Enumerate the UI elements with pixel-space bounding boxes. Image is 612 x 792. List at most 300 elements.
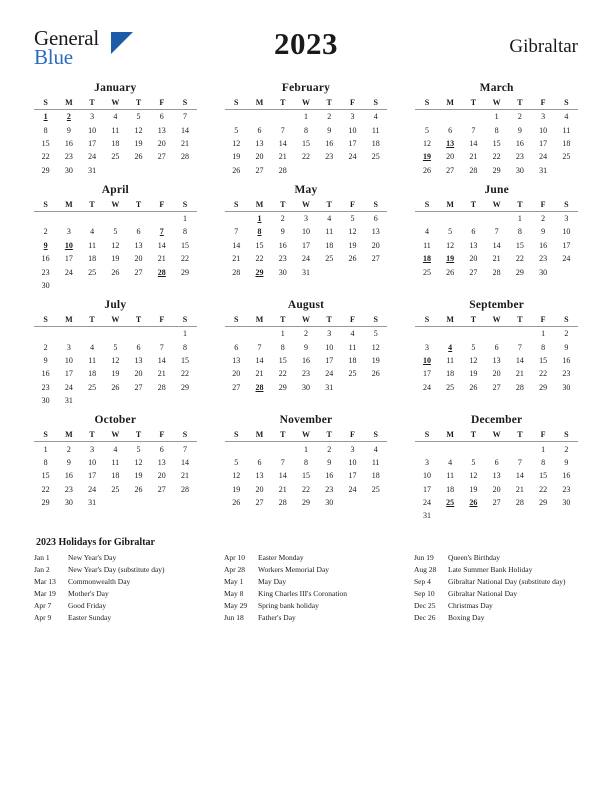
day-cell: 25 xyxy=(371,484,380,494)
weekday-header: T xyxy=(318,429,341,442)
day-cell: 1 xyxy=(280,329,285,339)
month-table xyxy=(415,314,578,394)
month-november xyxy=(225,414,388,522)
empty-day-cell xyxy=(485,327,508,341)
day-cell: 29 xyxy=(492,165,501,175)
day-cell: 26 xyxy=(111,267,120,277)
day-cell: 22 xyxy=(492,152,501,162)
day-cell: 23 xyxy=(64,152,73,162)
day-cell: 24 xyxy=(539,152,548,162)
week-row xyxy=(415,137,578,150)
weekday-header: T xyxy=(508,97,531,110)
holiday-list-item xyxy=(224,552,388,564)
holidays-title: 2023 Holidays for Gibraltar xyxy=(36,536,155,548)
day-cell: 21 xyxy=(278,484,287,494)
month-name: February xyxy=(281,82,331,94)
day-cell: 23 xyxy=(515,152,524,162)
day-cell: 2 xyxy=(327,444,332,454)
holiday-date: Mar 13 xyxy=(34,576,56,586)
day-cell: 10 xyxy=(301,227,310,237)
day-cell: 24 xyxy=(88,152,97,162)
empty-day-cell xyxy=(462,327,485,341)
holiday-date: Sep 10 xyxy=(414,589,435,599)
week-row xyxy=(225,367,388,380)
weekday-header: T xyxy=(318,199,341,212)
day-cell: 5 xyxy=(424,125,429,135)
day-cell: 18 xyxy=(562,138,571,148)
day-cell: 13 xyxy=(492,471,501,481)
weekday-header: W xyxy=(104,97,127,110)
day-cell: 10 xyxy=(422,471,431,481)
week-row xyxy=(34,469,197,482)
day-cell: 10 xyxy=(348,457,357,467)
day-cell: 28 xyxy=(492,267,501,277)
month-may xyxy=(225,184,388,292)
day-cell: 17 xyxy=(64,254,73,264)
day-cell: 9 xyxy=(517,125,522,135)
weekday-header: S xyxy=(225,429,248,442)
holiday-list-item xyxy=(224,564,388,576)
day-cell: 22 xyxy=(301,484,310,494)
weekday-header: F xyxy=(150,314,173,327)
day-cell: 9 xyxy=(327,457,332,467)
day-cell: 30 xyxy=(278,267,287,277)
month-table xyxy=(415,199,578,279)
weekday-header: S xyxy=(225,314,248,327)
empty-day-cell xyxy=(439,211,462,225)
day-cell: 30 xyxy=(562,498,571,508)
day-cell: 12 xyxy=(134,457,143,467)
day-cell: 27 xyxy=(134,382,143,392)
day-cell: 2 xyxy=(327,112,332,122)
day-cell: 4 xyxy=(448,457,453,467)
empty-day-cell xyxy=(485,442,508,456)
day-cell: 14 xyxy=(181,457,190,467)
day-cell: 19 xyxy=(134,138,143,148)
day-cell: 24 xyxy=(422,498,431,508)
day-cell: 14 xyxy=(255,356,264,366)
weekday-header: T xyxy=(80,314,103,327)
day-cell: 22 xyxy=(41,484,50,494)
empty-day-cell xyxy=(150,327,173,341)
week-row xyxy=(225,442,388,456)
day-cell: 17 xyxy=(348,471,357,481)
day-cell: 16 xyxy=(562,356,571,366)
holiday-date: Aug 28 xyxy=(414,564,437,574)
day-cell: 13 xyxy=(157,457,166,467)
day-cell: 28 xyxy=(232,267,241,277)
day-cell: 18 xyxy=(348,356,357,366)
empty-day-cell xyxy=(57,211,80,225)
day-cell: 1 xyxy=(183,329,188,339)
day-cell: 15 xyxy=(492,138,501,148)
empty-day-cell xyxy=(173,164,196,177)
week-row xyxy=(225,123,388,136)
day-cell: 25 xyxy=(111,484,120,494)
day-cell: 6 xyxy=(159,112,164,122)
day-cell: 22 xyxy=(41,152,50,162)
day-cell: 19 xyxy=(111,369,120,379)
weekday-header: F xyxy=(150,97,173,110)
day-cell: 26 xyxy=(111,382,120,392)
day-cell: 3 xyxy=(66,227,71,237)
day-cell: 20 xyxy=(255,152,264,162)
weekday-header: S xyxy=(364,314,387,327)
day-cell: 17 xyxy=(64,369,73,379)
empty-day-cell xyxy=(439,327,462,341)
day-cell: 4 xyxy=(113,444,118,454)
day-cell: 4 xyxy=(424,227,429,237)
day-cell: 22 xyxy=(278,369,287,379)
day-cell: 5 xyxy=(373,329,378,339)
day-cell: 22 xyxy=(515,254,524,264)
day-cell: 26 xyxy=(348,254,357,264)
day-cell: 18 xyxy=(371,138,380,148)
day-cell: 16 xyxy=(325,471,334,481)
day-cell: 10 xyxy=(88,125,97,135)
weekday-header: T xyxy=(127,314,150,327)
day-cell: 1 xyxy=(303,444,308,454)
holiday-date: Dec 25 xyxy=(414,601,436,611)
weekday-header: T xyxy=(508,429,531,442)
weekday-header: S xyxy=(555,429,578,442)
day-cell: 12 xyxy=(371,342,380,352)
day-cell: 19 xyxy=(232,484,241,494)
empty-day-cell xyxy=(225,211,248,225)
day-cell: 3 xyxy=(66,342,71,352)
month-table xyxy=(225,199,388,279)
day-cell: 3 xyxy=(424,457,429,467)
holiday-list-item xyxy=(224,588,388,600)
months-grid xyxy=(34,82,578,523)
weekday-header: S xyxy=(225,97,248,110)
day-cell: 22 xyxy=(181,369,190,379)
empty-day-cell xyxy=(364,496,387,509)
holiday-list-item xyxy=(414,552,578,564)
week-row xyxy=(34,354,197,367)
day-cell: 9 xyxy=(66,125,71,135)
weekday-header: T xyxy=(271,199,294,212)
day-cell: 13 xyxy=(255,471,264,481)
day-cell: 30 xyxy=(64,498,73,508)
weekday-header: F xyxy=(532,199,555,212)
day-cell: 20 xyxy=(469,254,478,264)
day-cell: 18 xyxy=(111,138,120,148)
month-table xyxy=(34,199,197,292)
day-cell: 9 xyxy=(327,125,332,135)
day-cell: 7 xyxy=(234,227,239,237)
day-cell: 11 xyxy=(562,125,571,135)
weekday-header: M xyxy=(57,429,80,442)
week-row xyxy=(34,239,197,252)
day-cell: 3 xyxy=(541,112,546,122)
week-row xyxy=(34,496,197,509)
day-cell: 21 xyxy=(492,254,501,264)
week-row xyxy=(415,341,578,354)
holiday-list-item xyxy=(34,612,198,624)
weekday-header: T xyxy=(318,97,341,110)
holiday-name: Spring bank holiday xyxy=(258,601,319,611)
weekday-header: T xyxy=(462,199,485,212)
day-cell: 24 xyxy=(301,254,310,264)
day-cell: 7 xyxy=(257,342,262,352)
day-cell: 27 xyxy=(232,382,241,392)
day-cell: 17 xyxy=(539,138,548,148)
empty-day-cell xyxy=(415,211,438,225)
weekday-header: W xyxy=(485,429,508,442)
day-cell: 21 xyxy=(278,152,287,162)
empty-day-cell xyxy=(150,279,173,292)
day-cell: 5 xyxy=(350,214,355,224)
empty-day-cell xyxy=(341,164,364,177)
holiday-name: Workers Memorial Day xyxy=(258,564,330,574)
page-header xyxy=(34,26,578,72)
weekday-header: F xyxy=(341,429,364,442)
day-cell: 21 xyxy=(181,138,190,148)
day-cell: 7 xyxy=(159,342,164,352)
day-cell: 8 xyxy=(43,457,48,467)
week-row xyxy=(34,367,197,380)
holiday-date: Jun 18 xyxy=(224,613,244,623)
day-cell: 27 xyxy=(255,498,264,508)
weekday-header: S xyxy=(415,97,438,110)
empty-day-cell xyxy=(364,381,387,394)
week-row xyxy=(34,110,197,124)
day-cell: 15 xyxy=(301,138,310,148)
day-cell: 15 xyxy=(539,356,548,366)
day-cell: 25 xyxy=(446,382,455,392)
empty-day-cell xyxy=(173,394,196,407)
empty-day-cell xyxy=(555,265,578,278)
day-cell: 30 xyxy=(64,165,73,175)
day-cell: 20 xyxy=(446,152,455,162)
day-cell: 3 xyxy=(90,112,95,122)
empty-day-cell xyxy=(225,442,248,456)
weekday-header: S xyxy=(555,199,578,212)
day-cell: 8 xyxy=(517,227,522,237)
holiday-list-item xyxy=(34,576,198,588)
month-name: March xyxy=(479,82,514,94)
holiday-day-cell: 29 xyxy=(255,267,264,277)
week-row xyxy=(34,327,197,341)
week-row xyxy=(225,110,388,124)
day-cell: 3 xyxy=(564,214,569,224)
country-label: Gibraltar xyxy=(509,36,578,57)
holiday-date: Apr 28 xyxy=(224,564,246,574)
day-cell: 6 xyxy=(136,342,141,352)
day-cell: 4 xyxy=(113,112,118,122)
day-cell: 14 xyxy=(232,240,241,250)
day-cell: 22 xyxy=(255,254,264,264)
week-row xyxy=(415,367,578,380)
day-cell: 17 xyxy=(422,484,431,494)
month-april xyxy=(34,184,197,292)
weekday-header: W xyxy=(104,429,127,442)
day-cell: 9 xyxy=(541,227,546,237)
weekday-header: W xyxy=(294,314,317,327)
empty-day-cell xyxy=(364,164,387,177)
empty-day-cell xyxy=(508,327,531,341)
week-row xyxy=(415,327,578,341)
holiday-date: Apr 10 xyxy=(224,552,246,562)
week-row xyxy=(34,381,197,394)
day-cell: 4 xyxy=(350,329,355,339)
empty-day-cell xyxy=(364,265,387,278)
month-august xyxy=(225,299,388,407)
day-cell: 13 xyxy=(492,356,501,366)
weekday-header: S xyxy=(225,199,248,212)
day-cell: 5 xyxy=(448,227,453,237)
empty-day-cell xyxy=(127,496,150,509)
day-cell: 27 xyxy=(492,498,501,508)
day-cell: 23 xyxy=(301,369,310,379)
day-cell: 3 xyxy=(303,214,308,224)
weekday-header: T xyxy=(271,97,294,110)
empty-day-cell xyxy=(104,164,127,177)
empty-day-cell xyxy=(57,279,80,292)
weekday-header: F xyxy=(532,429,555,442)
day-cell: 5 xyxy=(234,125,239,135)
weekday-header: T xyxy=(127,199,150,212)
empty-day-cell xyxy=(439,442,462,456)
weekday-header: M xyxy=(439,429,462,442)
empty-day-cell xyxy=(173,279,196,292)
weekday-header: F xyxy=(150,199,173,212)
holiday-day-cell: 8 xyxy=(257,227,262,237)
day-cell: 9 xyxy=(564,457,569,467)
day-cell: 11 xyxy=(371,457,380,467)
holiday-date: Jan 2 xyxy=(34,564,50,574)
day-cell: 15 xyxy=(41,471,50,481)
day-cell: 15 xyxy=(515,240,524,250)
day-cell: 21 xyxy=(157,369,166,379)
empty-day-cell xyxy=(225,110,248,124)
empty-day-cell xyxy=(34,211,57,225)
day-cell: 9 xyxy=(564,342,569,352)
week-row xyxy=(225,265,388,278)
holiday-name: May Day xyxy=(258,576,287,586)
week-row xyxy=(225,354,388,367)
weekday-header: S xyxy=(173,314,196,327)
week-row xyxy=(34,394,197,407)
day-cell: 15 xyxy=(278,356,287,366)
week-row xyxy=(415,496,578,509)
day-cell: 13 xyxy=(469,240,478,250)
empty-day-cell xyxy=(127,164,150,177)
day-cell: 6 xyxy=(471,227,476,237)
day-cell: 6 xyxy=(494,342,499,352)
weekday-header: S xyxy=(34,314,57,327)
holiday-day-cell: 19 xyxy=(446,254,455,264)
week-row xyxy=(415,456,578,469)
day-cell: 14 xyxy=(278,138,287,148)
day-cell: 25 xyxy=(371,152,380,162)
day-cell: 27 xyxy=(469,267,478,277)
day-cell: 11 xyxy=(371,125,380,135)
week-row xyxy=(415,123,578,136)
weekday-header: S xyxy=(415,429,438,442)
weekday-header: T xyxy=(80,97,103,110)
day-cell: 30 xyxy=(539,267,548,277)
day-cell: 24 xyxy=(348,152,357,162)
empty-day-cell xyxy=(508,442,531,456)
holiday-day-cell: 7 xyxy=(159,227,164,237)
empty-day-cell xyxy=(318,265,341,278)
day-cell: 31 xyxy=(88,498,97,508)
empty-day-cell xyxy=(173,496,196,509)
week-row xyxy=(415,225,578,238)
month-october xyxy=(34,414,197,522)
empty-day-cell xyxy=(341,265,364,278)
day-cell: 31 xyxy=(301,267,310,277)
holiday-day-cell: 1 xyxy=(43,112,48,122)
day-cell: 20 xyxy=(492,369,501,379)
day-cell: 3 xyxy=(424,342,429,352)
holiday-day-cell: 2 xyxy=(66,112,71,122)
day-cell: 7 xyxy=(471,125,476,135)
day-cell: 13 xyxy=(255,138,264,148)
weekday-header: F xyxy=(150,429,173,442)
week-row xyxy=(34,123,197,136)
empty-day-cell xyxy=(104,279,127,292)
holiday-list-item xyxy=(34,588,198,600)
empty-day-cell xyxy=(150,496,173,509)
holiday-name: Mother's Day xyxy=(68,589,109,599)
day-cell: 10 xyxy=(348,125,357,135)
holiday-day-cell: 18 xyxy=(422,254,431,264)
day-cell: 14 xyxy=(515,471,524,481)
holiday-list-item xyxy=(414,588,578,600)
week-row xyxy=(34,150,197,163)
weekday-header: S xyxy=(364,199,387,212)
holiday-day-cell: 13 xyxy=(446,138,455,148)
weekday-header: W xyxy=(485,314,508,327)
weekday-header: M xyxy=(439,199,462,212)
day-cell: 24 xyxy=(64,382,73,392)
holiday-name: Commonwealth Day xyxy=(68,576,131,586)
empty-day-cell xyxy=(415,327,438,341)
weekday-header: F xyxy=(532,97,555,110)
day-cell: 15 xyxy=(181,356,190,366)
empty-day-cell xyxy=(104,327,127,341)
day-cell: 29 xyxy=(41,165,50,175)
weekday-header: M xyxy=(248,429,271,442)
day-cell: 8 xyxy=(541,457,546,467)
day-cell: 4 xyxy=(373,444,378,454)
day-cell: 5 xyxy=(471,342,476,352)
week-row xyxy=(225,469,388,482)
day-cell: 2 xyxy=(280,214,285,224)
day-cell: 23 xyxy=(562,369,571,379)
weekday-header: S xyxy=(415,314,438,327)
day-cell: 3 xyxy=(90,444,95,454)
holiday-day-cell: 26 xyxy=(469,498,478,508)
day-cell: 25 xyxy=(88,382,97,392)
day-cell: 20 xyxy=(134,369,143,379)
holiday-day-cell: 10 xyxy=(64,240,73,250)
day-cell: 11 xyxy=(111,125,120,135)
empty-day-cell xyxy=(248,442,271,456)
weekday-header: T xyxy=(271,429,294,442)
empty-day-cell xyxy=(271,442,294,456)
weekday-header: F xyxy=(341,97,364,110)
day-cell: 17 xyxy=(422,369,431,379)
day-cell: 2 xyxy=(303,329,308,339)
week-row xyxy=(34,164,197,177)
day-cell: 28 xyxy=(515,382,524,392)
week-row xyxy=(225,137,388,150)
day-cell: 16 xyxy=(41,369,50,379)
